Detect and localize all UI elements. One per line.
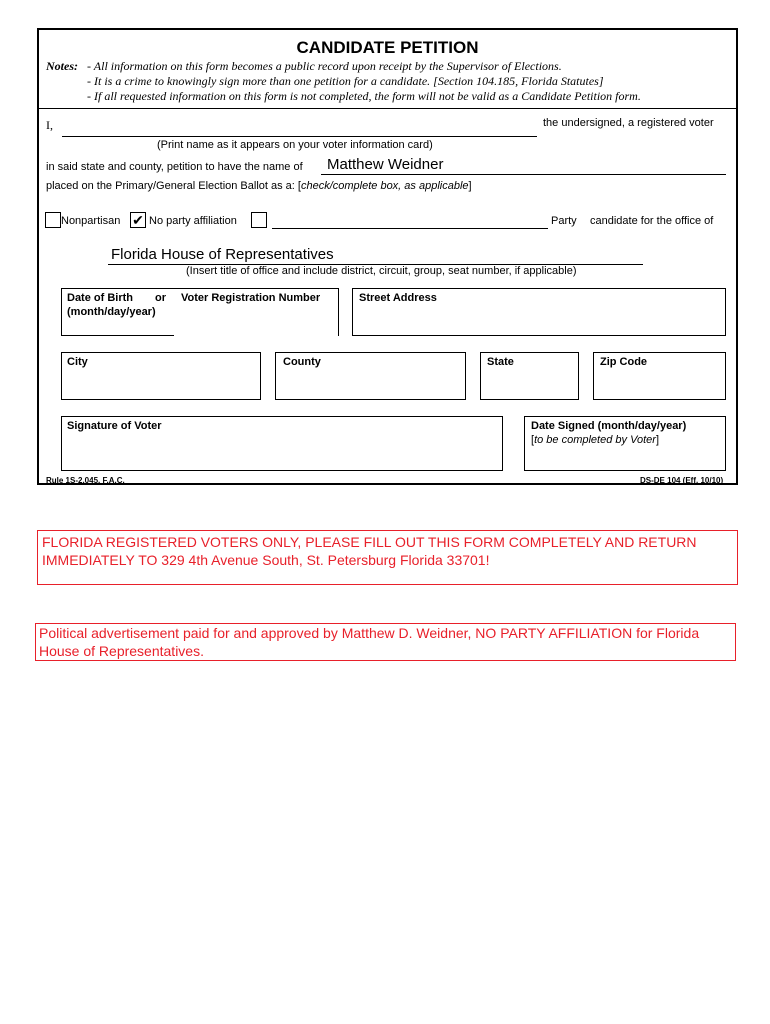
instructions-text: FLORIDA REGISTERED VOTERS ONLY, PLEASE FILL OUT THIS FORM COMPLETELY AND RETURN IMMEDIATELY TO 329 4th Avenue South, St. Petersburg Florida 33701! — [42, 534, 697, 568]
print-name-caption: (Print name as it appears on your voter information card) — [157, 139, 433, 151]
nonpartisan-label: Nonpartisan — [61, 215, 121, 227]
form-title: CANDIDATE PETITION — [296, 38, 479, 57]
candidate-name-line — [321, 174, 726, 175]
party-label: Party — [551, 215, 577, 227]
party-checkbox[interactable] — [251, 212, 267, 228]
office-caption: (Insert title of office and include district, circuit, group, seat number, if applicable) — [186, 265, 577, 277]
state-label: State — [487, 356, 514, 368]
npa-checkbox[interactable] — [130, 212, 146, 228]
note-public-record: - All information on this form becomes a public record upon receipt by the Supervisor of Elections. — [87, 59, 562, 73]
ballot-instruction: placed on the Primary/General Election Ballot as a: [check/complete box, as applicable] — [46, 180, 472, 192]
city-label: City — [67, 356, 88, 368]
ballot-instruction-italic: check/complete box, as applicable — [300, 180, 469, 192]
voter-name-field[interactable] — [62, 136, 537, 137]
dob-underline — [61, 335, 174, 336]
dob-label: Date of Birth — [67, 292, 133, 304]
office-text: candidate for the office of — [590, 215, 714, 227]
date-signed-note-italic: to be completed by Voter — [534, 434, 656, 446]
undersigned-text: the undersigned, a registered voter — [543, 117, 714, 129]
form-number: DS-DE 104 (Eff. 10/10) — [640, 476, 724, 485]
disclaimer-text: Political advertisement paid for and approved by Matthew D. Weidner, NO PARTY AFFILIATION for Florida House of Representatives. — [39, 625, 700, 659]
i-label: I, — [46, 118, 53, 132]
street-label: Street Address — [359, 292, 437, 304]
petition-text: in said state and county, petition to have the name of — [46, 161, 303, 173]
notes-label: Notes: — [46, 59, 78, 73]
candidate-name[interactable]: Matthew Weidner — [327, 156, 444, 173]
date-signed-label: Date Signed (month/day/year) — [531, 420, 687, 432]
npa-label: No party affiliation — [149, 215, 237, 227]
city-field[interactable] — [61, 352, 261, 400]
party-name-field[interactable] — [272, 228, 548, 229]
voter-reg-label: Voter Registration Number — [181, 292, 321, 304]
or-label: or — [155, 292, 166, 304]
disclaimer-notice — [35, 623, 736, 661]
note-crime: - It is a crime to knowingly sign more than one petition for a candidate. [Section 104.185, Florida Statutes] — [87, 74, 604, 88]
dob-format: (month/day/year) — [67, 306, 156, 318]
date-signed-note: [to be completed by Voter] — [531, 434, 660, 446]
signature-label: Signature of Voter — [67, 420, 162, 432]
instructions-notice — [37, 530, 738, 585]
rule-citation: Rule 1S-2.045, F.A.C. — [46, 476, 125, 485]
check-icon: ✔ — [132, 212, 144, 228]
zip-label: Zip Code — [600, 356, 648, 368]
county-label: County — [283, 356, 321, 368]
nonpartisan-checkbox[interactable] — [45, 212, 61, 228]
note-incomplete: - If all requested information on this form is not completed, the form will not be valid as a Candidate Petition form. — [87, 89, 641, 103]
office-value[interactable]: Florida House of Representatives — [111, 246, 334, 263]
header-divider — [37, 108, 738, 109]
